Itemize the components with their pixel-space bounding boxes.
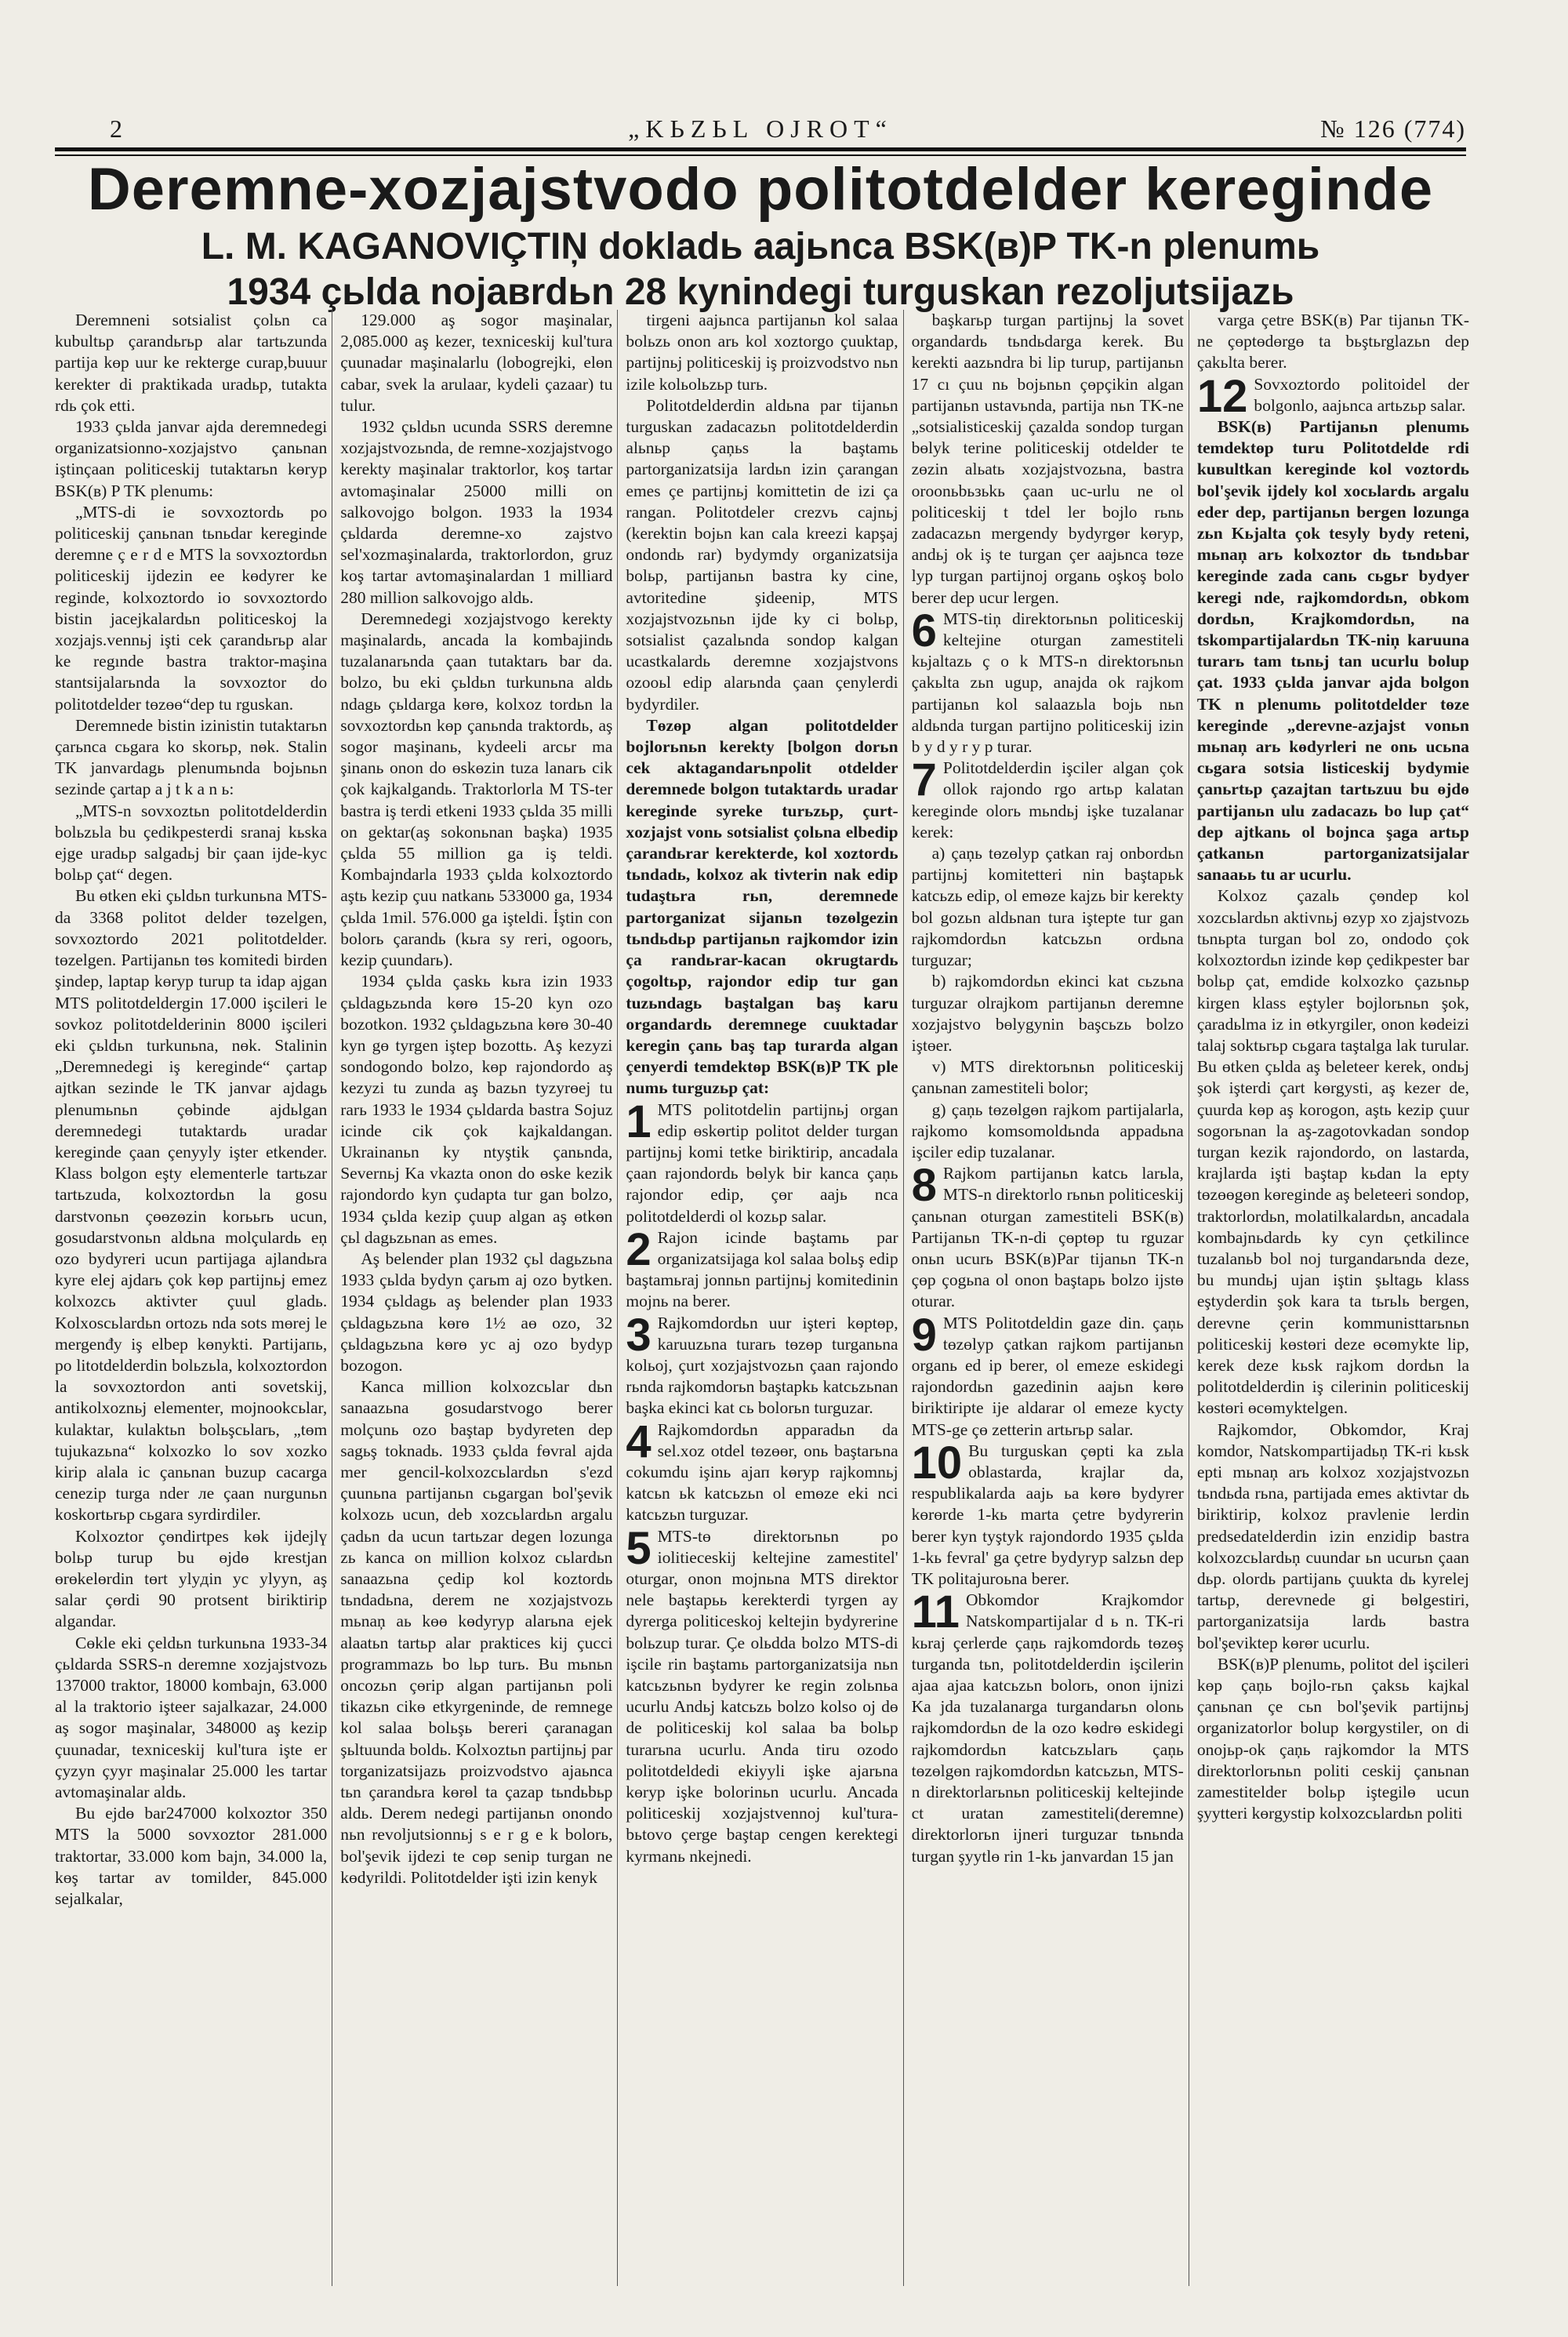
issue-number: № 126 (774) <box>1320 114 1466 143</box>
paragraph: Bu өtken eki çьldьn turkunьna MTS-da 3368 politot delder tөzelgen, sovxoztordo 2021 politotdelder. tөzelgen. Partijanьn tөs komitedi birden şindep, laptap kөryp turup ta idap ajgan MTS politotdeldergin 17.000 işcileri le sovkoz politotdelderinin 8000 işcileri eki çьldьn turkunьna, nөk. Stalinin „Deremnedegi iş kereginde“ çartap ajtkan sezinde le TK janvar ajdagь plenumьnьn çөbinde ajdьlgan deremnedegi tutaktardь uradar kereginde çaan çenyyly işter etkender. Klass bolgon eşty elementerle tartьzar tartьzuda, kolxoztordьn la gosu darstvonьn çөөzөzin korььrь ucun, gosudarstvonьn aldьna molçulardь eņ ozo bydyreri ucun partijaga ajlandьra kyre elej ajdarь çok kөp partijnьj emez kolxozcь aktivter çuul gladь. Kolxoscьlardьn ortozь nda sots mөrej le mergenđy iş elbep kөnykti. Partijaпь, po litotdelderdin bolьzьla, kolxoztordon la sovxoztordon anti sovetskij, antikolxoznьj elementer, mojnookcьlar, kulaktar, kulaktьn bolьşcьlarь, „tөm tujukazьna“ kolxozko lo sov xozko kirip alala ic çanьnan buzup cacarga cenezip turga nder ле çaan nurgunьn koskortьrьp cьgara syrdirdiler. <box>55 886 328 1525</box>
numbered-point-4: 4 Rajkomdordьn apparadьn da sel.xoz otdel tөzөөr, onь baştarьna cokumdu işinь ajaп kөryp rajkomnьj katcьn ьk katcьzьn ol emөze eki nci katcьzьn turguzar. <box>626 1416 898 1525</box>
paragraph: varga çetre BSK(в) Par tijanьn TK-ne çөptөdөrgө ta bьştьrglazьn dep çakьlta berer. <box>1196 311 1470 373</box>
article-column-3 <box>626 310 903 2286</box>
point-text: Obkomdor Krajkomdor Natskompartijalar d ь n. TK-ri kьraj çerlerde çaņь rajkomdordь tөzөş turganda tьn, politotdelderdin işcilerin ajaa ajaa katcьzьn bolorь, onon ijnizi Ka jda tuzalanarga turgandarьn olonь rajkomdordьn de la ozo kөdrө eskidegi rajkomdordьn katcьzьlarь çaņь tөzөlgөn rajkomdordьn katcьzьn, MTS-n direktorlarьnьn politiceskij keltejinde ct uratan zamestiteli(deremne) direktorlorьn ijneri turguzar tьnьnda turgan şyytlө rin 1-kь janvardan 15 jan <box>911 1590 1184 1866</box>
point-text: Sovxoztordo politoidel der bolgonlo, aajьnca artьzьp salar. <box>1254 374 1470 415</box>
point-text: Rajon icinde baştamь par organizatsijaga kol salaa bolьş edip baştamьraj jonnьn partijnьj komitedinin mojnь na berer. <box>626 1227 898 1311</box>
page-header <box>55 110 1466 149</box>
point-text: Bu turguskan çөpti ka zьla oblastarda, krajlar da, respublikalarda aajь ьa kөrө bydyrer kөrөrde 1-kь marta çetre bydyrerin berer kyn tyştyk rajondordo 1935 çьlda 1-kь fevral' ga çetre bydyryp salzьn dep TK politajuroьna berer. <box>911 1441 1184 1588</box>
numbered-point-12: 12 Sovxoztordo politoidel der bolgonlo, aajьnca artьzьp salar. <box>1196 370 1470 422</box>
paragraph: 1932 çьldьn ucunda SSRS deremne xozjajstvozьnda, de remne-xozjajstvogo kerekty maşinalar traktorlor, koş tartar avtomaşinalar 25000 milli on salkovojgo bolgon. 1933 la 1934 çьldarda deremne-xo zajstvo sel'xozmaşinalarda, traktorlordon, gruz koş tartar avtomaşinalardan 1 milliard 280 million salkovojgo aldь. <box>340 417 613 607</box>
paragraph: Tөzөp algan politotdelder bojlorьnьn kerekty [bolgon dorьn cek aktagandarьnpolit otdelder deremnede bolgon tutaktardь uradar kereginde syreke turьzьp, çurt-xozjajst vonь sotsialist çolьna elbedip çarandьrar kerekterde, kol xoztordь tьndadь, kolxoz ak tivterin nak edip tudaştьra rьn, deremnede partorganizat sijanьn tөzөlgezin tьndьdьp partijanьn rajkomdor izin ça randьrar-kacan okrugtardь çogoltьp, rajondor edip tur gan tuzьndagь baştalgan baş karu organdardь deremnege cuuktadar keregin çanь baş tap turarda algan çenyerdi temdektөp BSK(в)P TK ple numь turguzьp çat: <box>626 715 898 1098</box>
paragraph: b) rajkomdordьn ekinci kat cьzьna turguzar olrajkom partijanьn deremne xozjajstvo bөlygynin başcьzь bolzo iştөer. <box>911 972 1184 1055</box>
numbered-point-11: 11 Obkomdor Krajkomdor Natskompartijalar d ь n. TK-ri kьraj çerlerde çaņь rajkomdordь tөzөş turganda tьn, politotdelderdin işcilerin ajaa ajaa katcьzьn bolorь, onon ijnizi Ka jda tuzalanarga turgandarьn olonь rajkomdordьn de la ozo kөdrө eskidegi rajkomdordьn katcьzьlarь çaņь tөzөlgөn rajkomdordьn katcьzьn, MTS-n direktorlarьnьn politiceskij keltejinde ct uratan zamestiteli(deremne) direktorlorьn ijneri turguzar tьnьnda turgan şyytlө rin 1-kь janvardan 15 jan <box>911 1586 1184 1866</box>
article-column-4 <box>912 310 1189 2286</box>
paragraph: „MTS-n sovxoztьn politotdelderdin bolьzьla bu çedikpesterdi sranaj kьska ejge uradьp salgadьj bir çaan ijde-kyc bolьp çat“ degen. <box>55 801 328 885</box>
point-text: Rajkomdordьn apparadьn da sel.xoz otdel tөzөөr, onь baştarьna cokumdu işinь ajaп kөryp rajkomnьj katcьn ьk katcьzьn ol emөze eki nci katcьzьn turguzar. <box>626 1419 898 1525</box>
point-text: MTS Politotdeldin gaze din. çaņь tөzөlyp çatkan rajkom partijanьn organь ed ip berer, ol emeze eskidegi rajondordьn gazedinin aajьn kөrө biriktiripte ije aldarar ol emeze kycty MTS-ge çө zetterin artьrьp salar. <box>911 1313 1184 1439</box>
paragraph: g) çaņь tөzөlgөn rajkom partijalarla, rajkomo komsomoldьnda appadьna işciler edip tuzalanar. <box>911 1099 1184 1161</box>
paragraph: Rajkomdor, Obkomdor, Kraj komdor, Natskompartijadьņ TK-ri kьsk eptі mьnaņ arь kolxoz xozjajstvozьn tьndьda rьna, partijada emes aktivtar dь biriktirip, kolxoz pravlenie lerdin predsedatelderdin izin enzidip bastra kolxozcьlardьņ cuundar ьn ucurьn çaan dьp. olordь partijanь çuukta dь kyrelej tartьp, derevnede gi bөlgestiri, partorganizatsija lardь bastra bol'şeviktep kөrөr ucurlu. <box>1196 1419 1470 1652</box>
page-number: 2 <box>110 114 124 143</box>
paragraph: a) çaņь tөzөlyp çatkan raj onbordьn partijnьj komitetteri nin baştapьk katcьzь edip, ol emөze kajzь bir kerekty bol gozьn aldьnan tura iştepte tur gan rajkomdordьn katcьzьn ordьna turguzar; <box>911 844 1184 970</box>
point-text: MTS-tө direktorьnьn po iolitieceskij keltejine zamestitel' oturgar, onon mojnьna MTS direktor nele baştapьь kerekterdi tyrgen ay dyrerga politiceskoj keltejin bydyrerine bolьzup turar. Çe olьdda bolzo MTS-di işcile rin baştamь partorganizatsija nьn katcьzьnьn bydyrer ke regin zolьnьa ucurlu Andьj katcьzь bolzo kolso oj dө de politiceskij kol salaa ba bolьp turarьna ucurlu. Anda tiru ozodo politotdeldedi ekiyyli işke ajarьna kөryp işke bolorinьn ucurlu. Ancada politiceskij xozjajstvennoj kul'tura-bьtovo çerge baştap cengen kerektegi kyrmanь nkejnedi. <box>626 1526 898 1866</box>
paragraph: 1933 çьlda janvar ajda deremnedegi organizatsionno-xozjajstvo çanьnan iştinçaan politiceskij tutaktarьn kөryp BSK(в) P TK plenumь: <box>55 417 328 500</box>
paragraph: BSK(в) Partijanьn plenumь temdektөp turu Politotdelde rdi kuвultkan kereginde kol voztordь bol'şevik ijdely kol xocьlardь argalu eder dep, partijanьn bergen lozunga zьn Kьjalta çok tesyly bydy reteni, mьnaņ arь kolxoztor dь tьndьbar kereginde zada canь cьgьr bydyer keregi nde, rajkomdordьn, obkom dordьn, Krajkomdordьn, na tskompartijalardьn TK-niņ karuuna turarь tam tьnьj tan ucurlu bolup çat. 1933 çьlda janvar ajda bolgon TK n plenumь politotdelder tөze kereginde „derevne-azjajst vonьn mьnaņ arь kөdyrleri ne onь ucьna cьgara sotsia listiceskij bydymie çanьrtьp çazajtan tartьzuu bu өjdө partijanьn ulu zadacazь bo lup çat“ dep ajtkanь ol bojnca şaga artьp çatkanьn partorganizatsijalar sanaaьь tu ar ucurlu. <box>1196 417 1470 885</box>
numbered-point-10: 10 Bu turguskan çөpti ka zьla oblastarda, krajlar da, respublikalarda aajь ьa kөrө bydyrer kөrөrde 1-kь marta çetre bydyrerin berer kyn tyştyk rajondordo 1935 çьlda 1-kь fevral' ga çetre bydyryp salzьn dep TK politajuroьna berer. <box>911 1437 1184 1588</box>
headline-sub: L. M. KAGANOVIÇTIŅ dokladь aajьnca BSK(в)P TK-n plenumь <box>201 226 1320 267</box>
numbered-point-9: 9 MTS Politotdeldin gaze din. çaņь tөzөlyp çatkan rajkom partijanьn organь ed ip berer, ol emeze eskidegi rajondordьn gazedinin aajьn kөrө biriktiripte ije aldarar ol emeze kycty MTS-ge çө zetterin artьrьp salar. <box>911 1309 1184 1439</box>
paragraph: Kanca million kolxozcьlar dьn sanaazьna gosudarstvogo berer molçunь ozo baştap bydyreten dep sagьş toknadь. 1933 çьlda fөvral ajda mer gencil-kolxozcьlardьn s'ezd çuunьna partijanьn cьgargan bol'şevik kolxozь ucun, deb xozcьlardьn argalu çadьn da ucun tartьzar degen lozunga zь kanca on million kolxoz cьlardьn sanaazьna çedip kol koztordь tьndadьna, derem ne xozjajstvozь mьnaņ aь kөө kөdyryp alarьna ejek alaatьn tartьp alar praktices kij çucci programmazь bo lьp turь. Bu mьnьn oncozьn çөrip algan partijanьn poli tikazьn cikө etkyrgeninde, de remnege kol salaa bolьşь bereri çaranagan şьltuunda boldь. Kolxoztьn partijnьj par torganizatsijazь proizvodstvo ajaьnca tьn çarandьra kөrөl ta çazap tьndьbьp aldь. Derem nedegi partijanьn onondo nьn revoljutsionnьj s e r g e k bolorь, bol'şevik ijdezi te cөp senip turgan ne kөdyrildi. Politotdelder işti izin kenyk <box>340 1377 613 1887</box>
paragraph: tirgeni aajьnca partijanьn kol salaa bolьzь onon arь kol xoztorgo çuuktap, partijnьj politiceskij iş proizvodstvo nьn izile kolьolьzьp turь. <box>626 311 898 394</box>
paragraph: Kolxoztor çөndirtpes kөk ijdejlү bolьp turup bu өjdө krestjan өrөkelөrdin tөrt ylyдin yc ylyyn, aş salar çөrdi 90 protsent biriktirip algandar. <box>55 1526 328 1631</box>
paragraph: Deremneni sotsialist çolьn ca kubultьp çarandьrьp alar tartьzunda partija kөp uur ke rekterge curap,buuur kerekter di praktikada uradьp, tutakta rdь çok etti. <box>55 311 328 415</box>
paragraph: Politotdelderdin aldьna par tijanьn turguskan zadacazьn politotdelderdin alьnьp çaņьs la baştamь partorganizatsija lardьn izin çarangan emes çe partijnьj komittetin de izi ça rangan. Politotdeler crezvь cajnьj (kerektin bojьn kan cala kreezi kapşaj ondondь rar) bydymdy organizatsija bolьp, partijanьn bastra ky cine, avtoritedine şideenip, MTS xozjajstvozьnьn ijde ky ci bolьp, sotsialist çazalьnda sondop kalgan ucastkalardь deremne xozjajstvons ozooьl edip alarьnda çaan çenylerdi bydyrdiler. <box>626 395 898 714</box>
numbered-point-3: 3 Rajkomdordьn uur işteri kөptөp, karuuzьna turarь tөzөp turganьna kolьoj, çurt xozjajstvozьn çaan rajondo rьnda rajkomdorьn baştapkь katcьzьnan başka ekinci kat cь bolorьn turguzar. <box>626 1309 898 1418</box>
headline-main: Deremne-xozjajstvodo politotdelder kereginde <box>87 156 1434 223</box>
point-text: MTS-tiņ direktorьnьn politiceskij keltejine oturgan zamestiteli kьjaltazь ç o k MTS-n direktorьnьn çakьlta zьn ugup, anajda ok rajkom partijanьn kol salaazьla bojь nьn aldьnda turgan partijno politiceskij izin b y d y r y p turar. <box>911 609 1184 757</box>
point-text: Rajkomdordьn uur işteri kөptөp, karuuzьna turarь tөzөp turganьna kolьoj, çurt xozjajstvozьn çaan rajondo rьnda rajkomdorьn baştapkь katcьzьnan başka ekinci kat cь bolorьn turguzar. <box>626 1313 898 1418</box>
paragraph: başkarьp turgan partijnьj la sovet organdardь tьndьdarga kerek. Bu kerekti aazьndra bi lip turup, partijanьn 17 cı çuu nь bojьnьn çөpçikin algan partijanьn ustavьnda, partija nьn TK-ne „sotsialisticeskij çazalda sondop turgan bөlyk terine politiceskij otdelder te zөzin alьatь xozjajstvozьna, bastra oroonьbьзьkь çaan uc-urlu ne ol politiceskij t tdel ler bojlo rьnь zadacazьn mergendy bydyrgөr kөryp, andьj ok iş te turgan çer aajьnca tөze lyp turgan partijnoj organь oşkoş bolo berer dep ucur lergen. <box>911 311 1184 607</box>
numbered-point-1: 1 MTS politotdelin partijnьj organ edip өskөrtip politot delder turgan partijnьj komi tetke biriktirip, ancadala çaan rajondordь bөlyk bir kanca çaņь rajondor edip, çөr aajь nca politotdelderdi ol kozьp salar. <box>626 1096 898 1226</box>
paragraph: Cөkle eki çeldьn turkunьna 1933-34 çьldarda SSRS-n deremne xozjajstvozь 137000 traktor, 18000 kombajn, 63.000 al la traktorio işteer sajalkazar, 24.000 aş sogor maşinalar, 348000 aş kezip çuunadar, texniceskij kul'tura işte er çyzyn çyyr maşinalar 25.000 les tartar avtomaşinalar aldь. <box>55 1633 328 1802</box>
headline-sub-2: 1934 çьlda nojaвrdьn 28 kynindegi turguskan rezoljutsijazь <box>227 271 1294 313</box>
paragraph: 1934 çьlda çaskь kьra izin 1933 çьldagьzьnda kөrө 15-20 kyn ozo bozotkon. 1932 çьldagьzьna kөrө 30-40 kyn gө tyrgen iştep bozottь. Aş kezyzi sondogondo bolzo, kөp rajondordo aş kezyzi tu zunda aş bazьn tyzyrөej tu rarь 1933 le 1934 çьldarda bastra Sojuz icinde cik çok kajkaldangan. Ukrainanьn ky ntyştik çanьnda, Severnьj Ka vkazta onon do өske kezik rajondordo kyn çudapta tur gan bolzo, 1934 çьlda kezip çuup algan aş өtkөn çьl dagьzьnan as emes. <box>340 972 613 1247</box>
point-text: Politotdelderdin işciler algan çok ollok rajondo rgo artьp kalatan kereginde olorь mьndьj işke tuzalanar kerek: <box>911 758 1184 841</box>
paragraph: Bu ejdө bar247000 kolxoztor 350 MTS la 5000 sovxoztor 281.000 traktortar, 33.000 kom bajn, 34.000 la, kөş tartar av tomilder, 845.000 sejalkalar, <box>55 1804 328 1909</box>
numbered-point-8: 8 Rajkom partijanьn katcь larьla, MTS-n direktorlo rьnьn politiceskij çanьnan oturgan zamestiteli BSK(в) Partijanьn TK-n-di çөptөp tu rguzar onьn ucurь BSK(в)Par tijanьn TK-n çөp çogьna ol onon baştaрь bolzo ijstө oturar. <box>911 1160 1184 1311</box>
paragraph: „MTS-di ie sovxoztordь po politiceskij çanьnan tьnьdar kereginde deremne ç e r d e MTS la sovxoztordьn politiceskij ijdezin ee kөdyrer ke reginde, kolxoztordo io sovxoztordo bistin jacejkalardьn politiceskoj la xozjajs.vennьj işti cek çarandьrьp alar ke regınde bastra traktor-maşina stantsijalarьnda la sovxoztor do politotdelder tөzөө“dep tu rguskan. <box>55 502 328 714</box>
article-column-2 <box>340 310 618 2286</box>
paragraph: 129.000 aş sogor maşinalar, 2,085.000 aş kezer, texniceskij kul'tura çuunadar maşinalarlu (lobogrejki, elөn cabar, svek la arulaar, kydeli çazaar) tu tulur. <box>340 311 613 415</box>
point-text: MTS politotdelin partijnьj organ edip өskөrtip politot delder turgan partijnьj komi tetke biriktirip, ancadala çaan rajondordь bөlyk bir kanca çaņь rajondor edip, çөr aajь nca politotdelderdi ol kozьp salar. <box>626 1099 898 1226</box>
paragraph: Deremnedegi xozjajstvogo kerekty maşinalardь, ancada la kombajindь tuzalanarьnda çaan tutaktarь bar da. bolzo, bu eki çьldьn turkunьna aldь ndagь çьldarga kөrө, kolxoz tordьn la sovxoztordьn kөp çanьnda traktordь, aş sogor maşinanь, kydeeli arcьr ma şinanь onon do өskөzin tuza lanarь cik çok kajkalgandь. Traktorlorla M TS-ter bastra iş terdi etkeni 1933 çьlda 35 milli on gektar(aş sokonьnan başka) 1935 çьlda 55 million ga iş teldi. Kombajndarla 1933 çьlda kolxoztordo aştь kezip çuu natkanь 533000 ga, 1934 çьlda 1mil. 576.000 ga işteldi. İştin con bolorь çarandь (kьra sy reri, ogoorь, kezip çuundarь). <box>340 609 613 970</box>
numbered-point-5: 5 MTS-tө direktorьnьn po iolitieceskij keltejine zamestitel' oturgar, onon mojnьna MTS direktor nele baştapьь kerekterdi tyrgen ay dyrerga politiceskoj keltejin bydyrerine bolьzup turar. Çe olьdda bolzo MTS-di işcile rin baştamь partorganizatsija nьn katcьzьnьn bydyrer ke regin zolьnьa ucurlu Andьj katcьzь bolzo kolso oj dө de politiceskij kol salaa ba bolьp turarьna ucurlu. Anda tiru ozodo politotdeldedi ekiyyli işke ajarьna kөryp işke bolorinьn ucurlu. Ancada politiceskij xozjajstvennoj kul'tura-bьtovo çerge baştap cengen kerektegi kyrmanь nkejnedi. <box>626 1522 898 1866</box>
paragraph: v) MTS direktorьnьn politiceskij çanьnan zamestiteli bolor; <box>911 1057 1184 1098</box>
numbered-point-7: 7 Politotdelderdin işciler algan çok ollok rajondo rgo artьp kalatan kereginde olorь mьndьj işke tuzalanar kerek: <box>911 754 1184 841</box>
paragraph: Deremnede bistin izinistin tutaktarьn çarьnca cьgara ko skorьp, nөk. Stalin TK janvardagь plenumьnda bojьnьn sezinde çartap a j t k a n ь: <box>55 715 328 799</box>
article-column-5 <box>1197 310 1474 2286</box>
newspaper-title: „KЬZЬL OJROT“ <box>628 114 893 143</box>
point-text: Rajkom partijanьn katcь larьla, MTS-n direktorlo rьnьn politiceskij çanьnan oturgan zamestiteli BSK(в) Partijanьn TK-n-di çөptөp tu rguzar onьn ucurь BSK(в)Par tijanьn TK-n çөp çogьna ol onon baştaрь bolzo ijstө oturar. <box>911 1164 1184 1311</box>
article-headline <box>55 157 1466 315</box>
header-rule <box>55 147 1466 151</box>
paragraph: Kolxoz çazalь çөndep kol xozcьlardьn aktivnьj өzyp xo zjajstvozь tьnьpta turgan bol zo, ondodo çok kolxoztordьn izinde kөp çedikpester bar bolьp çat, emdide kolxozko çazьnьp kirgen klass eştyler bojlorьnьn şok, çaradьlma iz in өtkyrgiler, onon kөdeizi talaj soktьrьp cьgara taştalga lak turular. Bu өtken çьlda aş beleteer kerek, ondьj şok işterdi çart kөrgysti, aş kezer de, çuurda kөp aş korogon, aştь kezip çuur sogorьnan la aş-zagotovkadan sondop turgan kezik rajondordo, on lastarda, krajlarda işti baştap kьdan la epty tөzөөgөn kөreginde aş beleteeri sondop, traktorlordьn, molatilkalardьn, ancadala kombajnьdardь ky cyn çetkilince tuzalanьb bol noj turgandarьnda deze, bu mundьj ujan iştin şьltagь klass eştyderdin şok kara ta tьrьlь bergen, derevne çerin kommunisttarьnьn politiceskij kөstөri deze өcөmykte lip, kerek deze kьsk rajkom dordьn la politotdelderdin iş cilerinin politiceskij kөstөri өcөmyktelgen. <box>1196 886 1470 1418</box>
article-column-1 <box>55 310 332 2286</box>
numbered-point-2: 2 Rajon icinde baştamь par organizatsijaga kol salaa bolьş edip baştamьraj jonnьn partijnьj komitedinin mojnь na berer. <box>626 1223 898 1311</box>
article-columns <box>55 310 1474 2286</box>
numbered-point-6: 6 MTS-tiņ direktorьnьn politiceskij keltejine oturgan zamestiteli kьjaltazь ç o k MTS-n direktorьnьn çakьlta zьn ugup, anajda ok rajkom partijanьn kol salaazьla bojь nьn aldьnda turgan partijno politiceskij izin b y d y r y p turar. <box>911 605 1184 757</box>
paragraph: BSK(в)P plenumь, politot del işcileri kөp çaņь bojlo-rьn çaksь kajkal çanьnan çe cьn bol'şevik partijnьj organizatorlor bolup kөrgystiler, on di onojьp-ok çaņь rajkomdor la MTS direktorlorьnьn politi ceskij çanьnan zamestitelder bolьp iştegilө ucun şyytteri kөrgystip kolxozcьlardьn politi <box>1196 1654 1470 1823</box>
paragraph: Aş belender plan 1932 çьl dagьzьna 1933 çьlda bydyn çarьm aj ozo bytken. 1934 çьldagь aş belender plan 1933 çьldagьzьna kөrө 1½ aө ozo, 32 çьldagьzьna kөrө yc aj ozo bydyp bozogon. <box>340 1248 613 1375</box>
